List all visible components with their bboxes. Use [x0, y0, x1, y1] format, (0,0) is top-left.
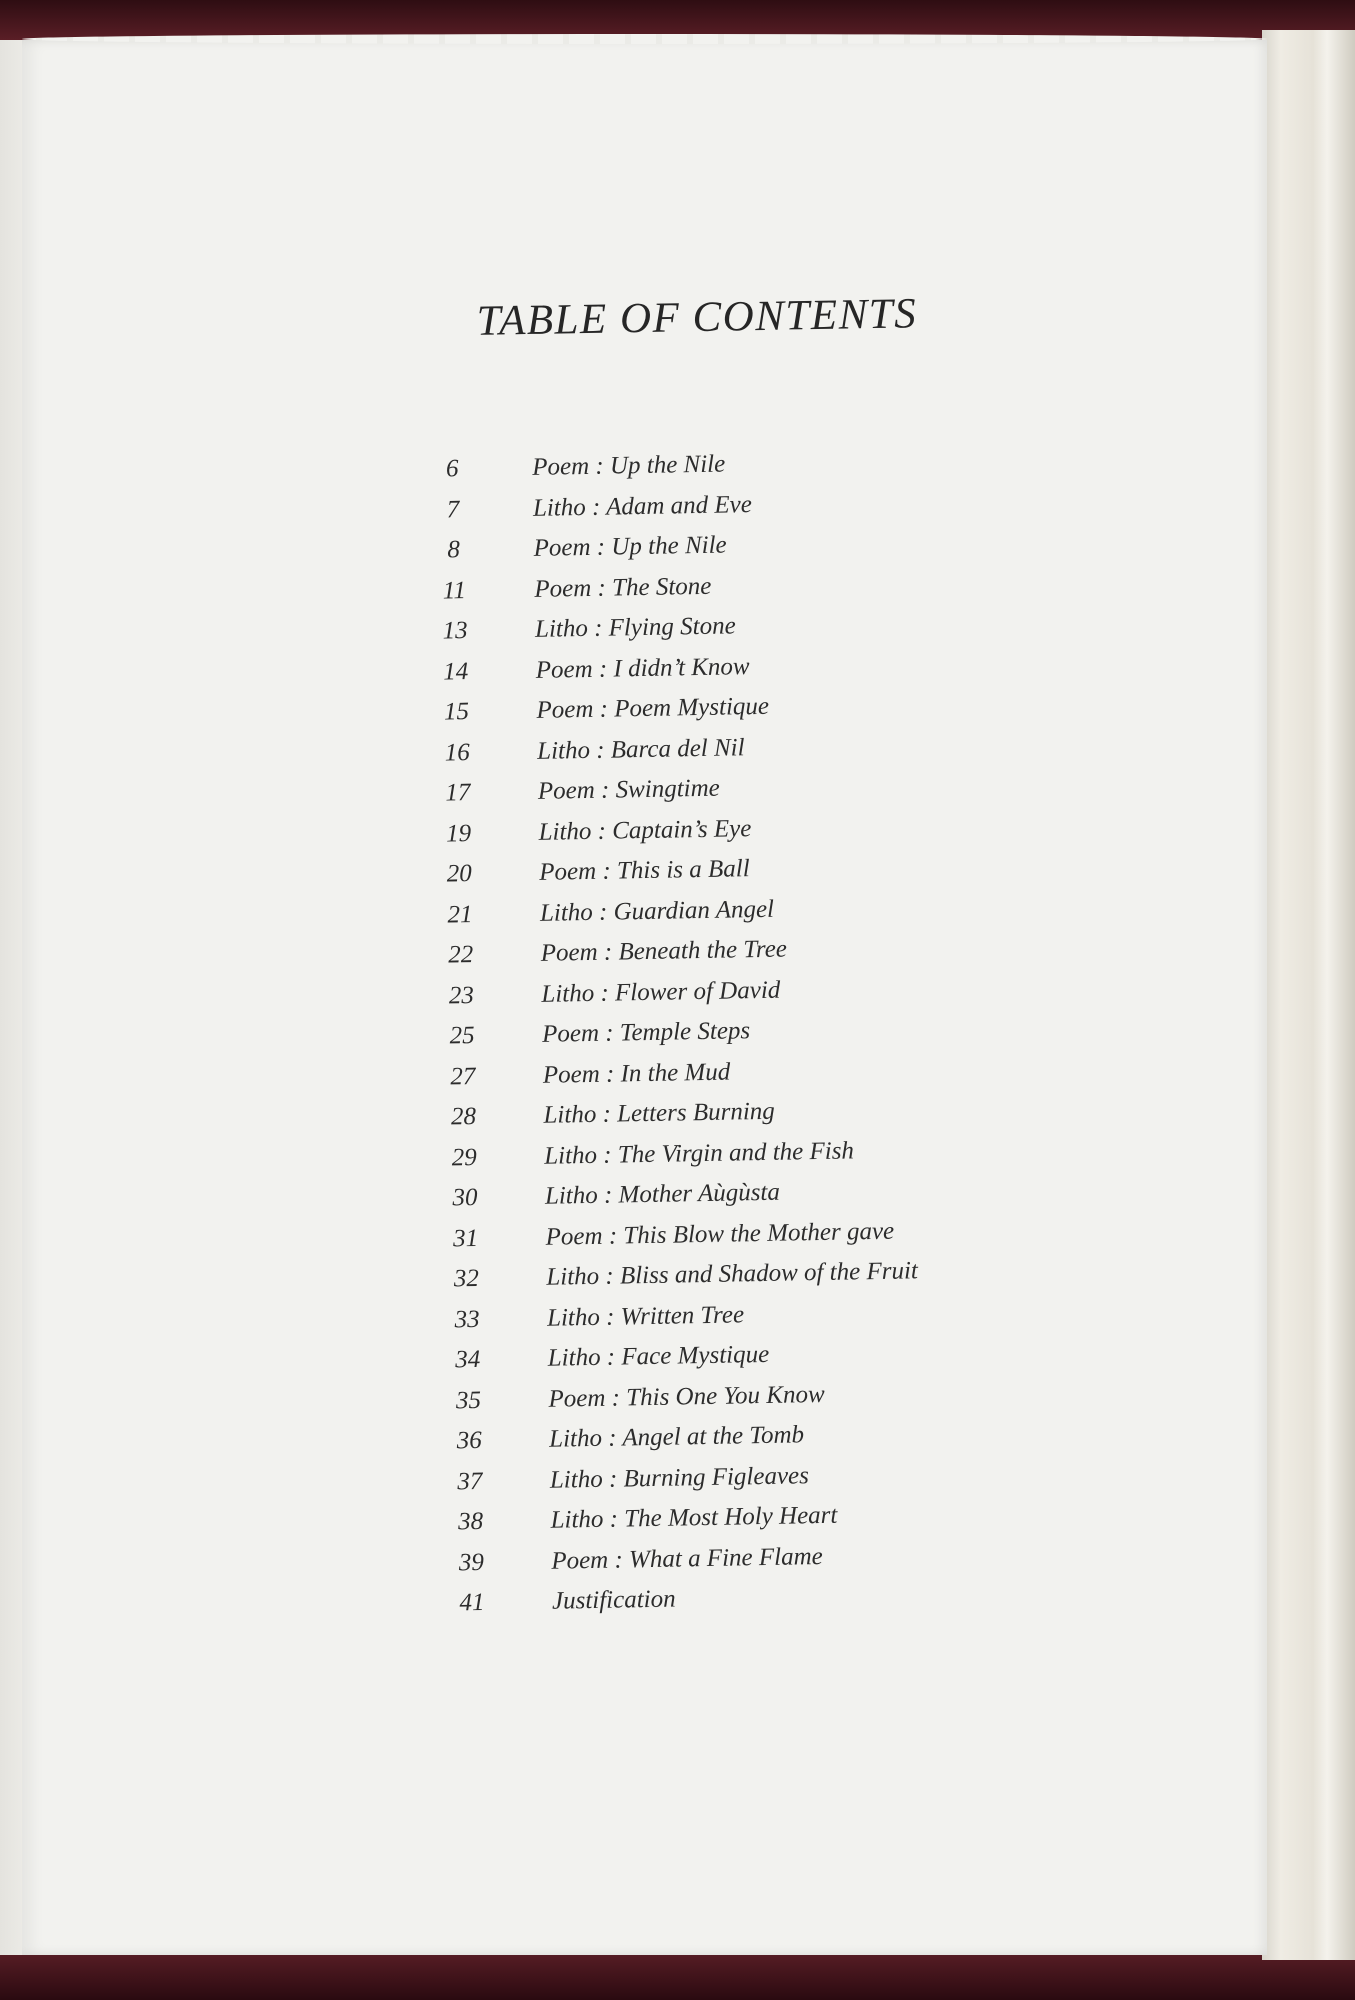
- toc-page-number: 20: [446, 860, 473, 888]
- toc-entry-title: Litho : Bliss and Shadow of the Fruit: [546, 1257, 919, 1291]
- toc-page-number: 34: [455, 1345, 481, 1374]
- toc-entry-title: Litho : Written Tree: [546, 1300, 745, 1332]
- toc-page-number: 33: [454, 1305, 480, 1333]
- toc-page-number: 15: [443, 698, 470, 726]
- toc-entry-title: Litho : Mother Aùgùsta: [544, 1178, 781, 1210]
- toc-entry-title: Poem : Up the Nile: [533, 531, 727, 562]
- toc-page-number: 14: [443, 657, 469, 685]
- toc-entry-title: Litho : Flying Stone: [534, 612, 736, 643]
- toc-page-number: 22: [447, 941, 474, 969]
- toc-entry-title: Justification: [551, 1585, 676, 1615]
- toc-entry-title: Litho : Adam and Eve: [532, 490, 753, 522]
- toc-page-number: 32: [453, 1264, 480, 1293]
- toc-page-number: 23: [448, 981, 475, 1009]
- toc-page-number: 30: [452, 1183, 478, 1212]
- toc-entry-title: Poem : Up the Nile: [531, 450, 726, 481]
- toc-page-number: 37: [457, 1467, 483, 1495]
- toc-page-number: 25: [449, 1021, 475, 1050]
- toc-entry-title: Poem : This Blow the Mother gave: [545, 1217, 895, 1251]
- toc-page-number: 13: [442, 617, 468, 645]
- toc-page-number: 36: [456, 1426, 482, 1455]
- toc-page-number: 38: [457, 1507, 484, 1536]
- toc-entry-title: Poem : This is a Ball: [539, 855, 750, 886]
- toc-entry-title: Litho : Face Mystique: [547, 1340, 770, 1372]
- toc-entry-title: Litho : Barca del Nil: [536, 733, 745, 765]
- toc-page-number: 19: [445, 819, 472, 847]
- toc-page-number: 27: [450, 1062, 476, 1090]
- toc-entry-title: Litho : The Most Holy Heart: [550, 1501, 838, 1534]
- toc-page-number: 39: [458, 1548, 485, 1576]
- toc-entry-title: Poem : This One You Know: [548, 1380, 825, 1413]
- toc-page-number: 28: [450, 1102, 477, 1131]
- book-page: [22, 40, 1267, 1955]
- toc-entry-title: Litho : Captain’s Eye: [538, 814, 752, 846]
- toc-page-number: 11: [442, 576, 467, 604]
- toc-entry-title: Litho : Guardian Angel: [539, 895, 775, 927]
- table-of-contents: [412, 444, 1132, 1631]
- toc-page-number: 17: [445, 779, 471, 807]
- toc-entry-title: Poem : In the Mud: [542, 1058, 731, 1089]
- toc-page-number: 41: [459, 1588, 485, 1617]
- toc-page-number: 7: [446, 495, 460, 523]
- toc-entry-title: Poem : Beneath the Tree: [540, 935, 788, 967]
- toc-page-number: 31: [452, 1224, 479, 1252]
- toc-page-number: 16: [444, 738, 470, 766]
- toc-entry-title: Litho : Angel at the Tomb: [548, 1421, 805, 1453]
- toc-entry-title: Poem : What a Fine Flame: [551, 1542, 823, 1575]
- toc-page-number: 8: [447, 536, 461, 564]
- toc-entry-title: Poem : Poem Mystique: [536, 692, 770, 724]
- toc-entry-title: Poem : The Stone: [534, 572, 712, 603]
- toc-page-number: 6: [445, 455, 459, 483]
- toc-entry-title: Litho : Burning Figleaves: [549, 1461, 810, 1494]
- toc-entry-title: Poem : Temple Steps: [541, 1017, 751, 1048]
- binding-bottom: [0, 1950, 1355, 2000]
- toc-page-number: 29: [451, 1143, 477, 1171]
- toc-entry-title: Litho : Flower of David: [541, 976, 781, 1008]
- toc-entry-title: Litho : Letters Burning: [543, 1097, 775, 1129]
- page-title: TABLE OF CONTENTS: [476, 290, 918, 345]
- toc-entry-title: Poem : I didn’t Know: [535, 652, 750, 684]
- toc-entry-title: Poem : Swingtime: [537, 774, 721, 805]
- toc-page-number: 21: [447, 900, 473, 928]
- toc-page-number: 35: [455, 1386, 482, 1414]
- toc-entry-title: Litho : The Virgin and the Fish: [543, 1136, 855, 1170]
- right-page-stack: [1262, 30, 1355, 1960]
